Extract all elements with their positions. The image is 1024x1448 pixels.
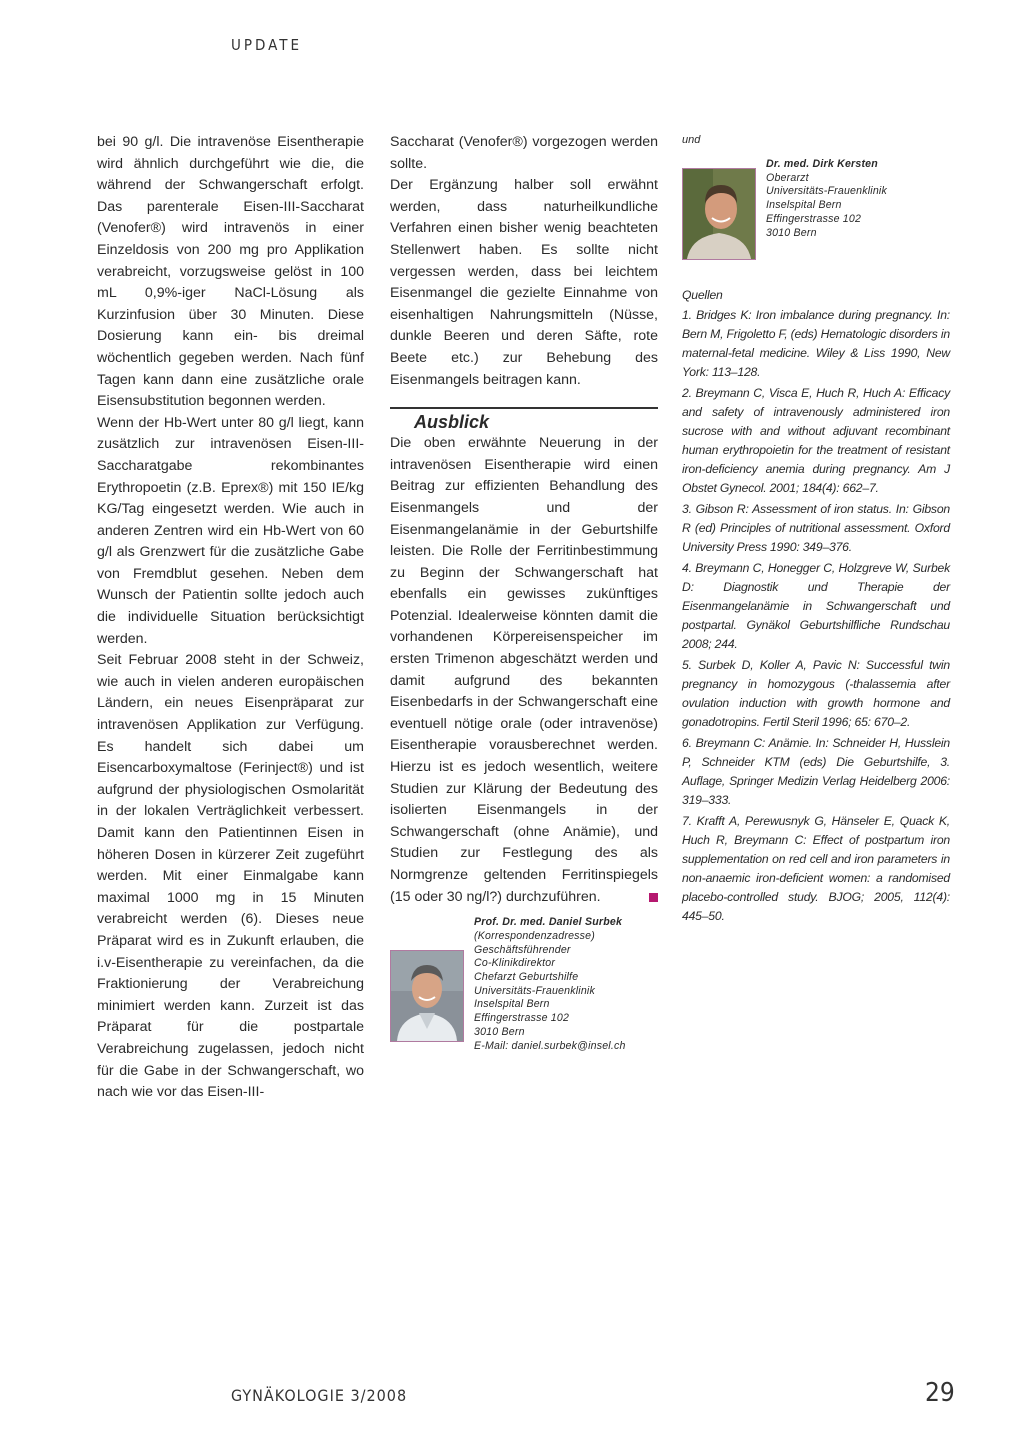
paragraph: Saccharat (Venofer®) vorgezogen werden sollte.	[390, 134, 658, 172]
reference-item: 6. Breymann C: Anämie. In: Schneider H, Husslein P, Schneider KTM (eds) Die Geburtshilfe, 3. Auflage, Springer Medizin Verlag Heidelberg 2006: 319–333.	[682, 736, 950, 807]
references-title: Quellen	[682, 288, 723, 302]
author-name: Dr. med. Dirk Kersten	[766, 158, 878, 170]
author-details-kersten	[766, 158, 887, 240]
author-block-surbek	[390, 916, 658, 1062]
author-line: Inselspital Bern	[766, 199, 842, 212]
author-line: Universitäts-Frauenklinik	[474, 984, 595, 997]
author-line: Chefarzt Geburtshilfe	[474, 971, 579, 983]
reference-item: 1. Bridges K: Iron imbalance during pregnancy. In: Bern M, Frigoletto F, (eds) Hematologic disorders in maternal-fetal medicine. Wiley & Liss 1990, New York: 113–128.	[682, 308, 950, 379]
page-number: 29	[925, 1378, 955, 1408]
author-line: 3010 Bern	[766, 226, 817, 239]
paragraph: bei 90 g/l. Die intravenöse Eisentherapie wird ähnlich durchgeführt wie die, die während der Schwangerschaft erfolgt. Das parenterale Eisen-III-Saccharat (Venofer®) wird intravenös in einer Einzeldosis von 200 mg pro Applikation verabreicht, vorzugsweise gelöst in 100 mL 0,9%-iger NaCl-Lösung als Kurzinfusion über 30 Minuten. Diese Dosierung kann ein- bis dreimal wöchentlich gegeben werden. Nach fünf Tagen kann dann eine zusätzliche orale Eisensubstitution begonnen werden.	[97, 134, 364, 410]
conjunction: und	[682, 134, 701, 146]
author-line: Universitäts-Frauenklinik	[766, 185, 887, 198]
author-email[interactable]: E-Mail: daniel.surbek@insel.ch	[474, 1039, 626, 1052]
text-column-2	[390, 132, 658, 1062]
reference-item: 4. Breymann C, Honegger C, Holzgreve W, Surbek D: Diagnostik und Therapie der Eisenmangelanämie in Schwangerschaft und postpartal. Gynäkol Geburtshilfliche Rundschau 2008; 244.	[682, 561, 950, 651]
author-photo-surbek	[390, 950, 464, 1042]
author-line: 3010 Bern	[474, 1025, 525, 1038]
reference-item: 5. Surbek D, Koller A, Pavic N: Successful twin pregnancy in homozygous (-thalassemia after ovulation induction with growth hormone and gonadotropins. Fertil Steril 1996; 65: 670–2.	[682, 658, 950, 729]
author-block-kersten	[682, 158, 950, 278]
author-line: Inselspital Bern	[474, 998, 550, 1011]
author-line: Effingerstrasse 102	[766, 212, 862, 225]
paragraph: Der Ergänzung halber soll erwähnt werden, dass naturheilkundliche Verfahren einen bisher wenig beachteten Stellenwert haben. Es sollte nicht vergessen werden, dass bei leichtem Eisenmangel die gezielte Einnahme von eisenhaltigen Nahrungsmitteln (Nüsse, dunkle Beeren und deren Säfte, rote Beete etc.) zur Behebung des Eisenmangels beitragen kann.	[390, 177, 658, 388]
author-line: Co-Klinikdirektor	[474, 957, 556, 970]
text-column-3	[682, 132, 950, 928]
article-end-mark	[649, 893, 658, 902]
author-name: Prof. Dr. med. Daniel Surbek	[474, 916, 623, 929]
author-line: Effingerstrasse 102	[474, 1012, 570, 1025]
author-line: Geschäftsführender	[474, 943, 571, 956]
outlook-text: Die oben erwähnte Neuerung in der intravenösen Eisentherapie wird einen Beitrag zur effizienten Behandlung des Eisenmangels und der Eisenmangelanämie in der Geburtshilfe leisten. Die Rolle der Ferritinbestimmung zu Beginn der Schwangerschaft hat ebenfalls ein gewisses zukünftiges Potenzial. Idealerweise könnten damit die vorhandenen Körpereisenspeicher im ersten Trimenon abgeschätzt werden und damit aufgrund des bekannten Eisenbedarfs in der Schwangerschaft eine eventuell nötige orale (oder intravenöse) Eisentherapie vorausberechnet werden. Hierzu ist es jedoch wesentlich, weitere Studien zur Klärung der Bedeutung des isolierten Eisenmangels in der Schwangerschaft (ohne Anämie), und Studien zur Festlegung des als Normgrenze geltenden Ferritinspiegels (15 oder 30 ng/l?) durchzuführen.	[390, 435, 658, 905]
author-line: Oberarzt	[766, 171, 809, 184]
paragraph-outlook	[390, 433, 658, 908]
footer-journal-issue: GYNÄKOLOGIE 3/2008	[231, 1386, 408, 1405]
references	[682, 286, 950, 926]
author-details-surbek	[474, 916, 626, 1053]
author-line: (Korrespondenzadresse)	[474, 929, 595, 942]
running-header: UPDATE	[231, 36, 302, 54]
paragraph: Wenn der Hb-Wert unter 80 g/l liegt, kann zusätzlich zur intravenösen Eisen-III-Saccharatgabe rekombinantes Erythropoetin (z.B. Eprex®) mit 150 IE/kg KG/Tag eingesetzt werden. Wie auch in anderen Zentren wird ein Hb-Wert von 60 g/l als Grenzwert für die zusätzliche Gabe von Fremdblut gesehen. Neben dem Wunsch der Patientin sollte jedoch auch die individuelle Situation berücksichtigt werden.	[97, 414, 364, 647]
section-heading-ausblick: Ausblick	[390, 407, 658, 433]
reference-item: 2. Breymann C, Visca E, Huch R, Huch A: Efficacy and safety of intravenously administered iron sucrose with and without adjuvant recombinant human erythropoietin for the treatment of resistant iron-deficiency anemia during pregnancy. Am J Obstet Gynecol. 2001; 184(4): 662–7.	[682, 386, 950, 495]
reference-item: 7. Krafft A, Perewusnyk G, Hänseler E, Quack K, Huch R, Breymann C: Effect of postpartum iron supplementation on red cell and iron parameters in non-anaemic iron-deficient women: a randomised placebo-controlled study. BJOG; 2005, 112(4): 445–50.	[682, 814, 950, 923]
reference-item: 3. Gibson R: Assessment of iron status. In: Gibson R (ed) Principles of nutritional assessment. Oxford University Press 1990: 349–376.	[682, 502, 950, 554]
author-photo-kersten	[682, 168, 756, 260]
paragraph: Seit Februar 2008 steht in der Schweiz, wie auch in vielen anderen europäischen Ländern, ein neues Eisenpräparat zur intravenösen Applikation zur Verfügung. Es handelt sich dabei um Eisencarboxymaltose (Ferinject®) und ist aufgrund der physiologischen Osmolarität in der lokalen Verträglichkeit verbessert. Damit kann den Patientinnen Eisen in höheren Dosen in kürzerer Zeit zugeführt werden. Mit einer Einmalgabe kann maximal 1000 mg in 15 Minuten verabreicht werden (6). Dieses neue Präparat wird es in Zukunft erlauben, die i.v-Eisentherapie zu vereinfachen, da die Fraktionierung der Verabreichung minimiert werden kann. Zurzeit ist das Präparat für die postpartale Verabreichung zugelassen, jedoch nicht für die Gabe in der Schwangerschaft, wo nach wie vor das Eisen-III-	[97, 652, 364, 1101]
text-column-1	[97, 132, 364, 1104]
